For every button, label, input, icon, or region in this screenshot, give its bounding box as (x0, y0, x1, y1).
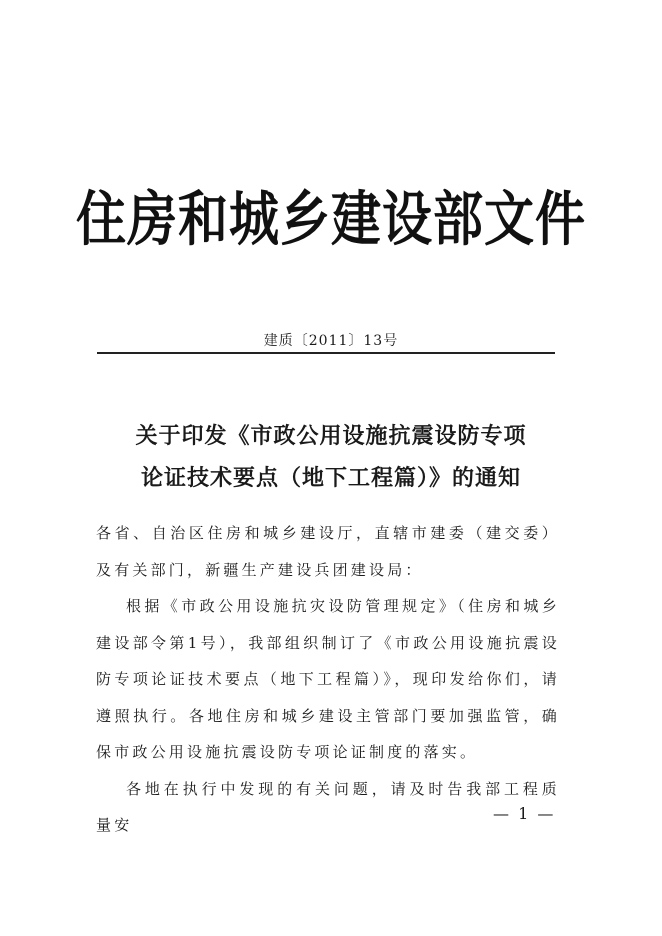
document-header-title: 住房和城乡建设部文件 (76, 183, 586, 254)
document-body (96, 515, 560, 844)
addressee-paragraph: 各省、自治区住房和城乡建设厅，直辖市建委（建交委）及有关部门，新疆生产建设兵团建设局： (96, 524, 560, 579)
body-paragraph-1: 根据《市政公用设施抗灾设防管理规定》（住房和城乡建设部令第1号），我部组织制订了《市政公用设施抗震设防专项论证技术要点（地下工程篇）》，现印发给你们，请遵照执行。各地住房和城乡建设主管部门要加强监管，确保市政公用设施抗震设防专项论证制度的落实。 (96, 597, 560, 761)
header-divider-line (97, 352, 555, 354)
document-number: 建质〔2011〕13号 (263, 333, 399, 349)
page-number: — 1 — (493, 804, 556, 823)
notice-title-line-2: 论证技术要点（地下工程篇）》的通知 (140, 465, 521, 491)
body-paragraph-2: 各地在执行中发现的有关问题，请及时告我部工程质量安 (96, 779, 560, 834)
notice-title-line-1: 关于印发《市政公用设施抗震设防专项 (135, 423, 527, 449)
